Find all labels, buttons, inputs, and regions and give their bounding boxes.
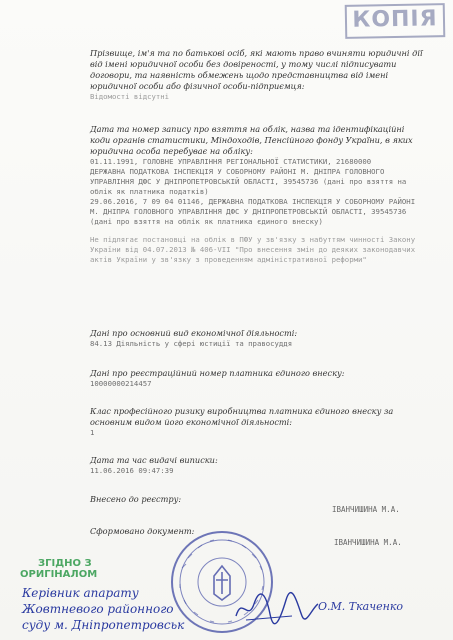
copy-stamp: КОПІЯ <box>345 3 446 39</box>
section-label: Дата та номер запису про взяття на облік, назва та ідентифікаційні коди органів статистики, Міндоходів, Пенсійного фонду України, в яких юридична особа перебуває на обліку: <box>90 124 413 156</box>
handwritten-line1: Керівник апарату <box>22 586 139 600</box>
section-issue-date <box>90 455 425 476</box>
section-value: 10000000214457 <box>90 379 152 388</box>
section-payer-number <box>90 368 425 389</box>
handwritten-line2: Жовтневого районного <box>22 602 174 616</box>
certification-stamp-line1: ЗГІДНО З <box>38 558 92 569</box>
certification-stamp-line2: ОРИГІНАЛОМ <box>20 569 98 580</box>
section-value: Відомості відсутні <box>90 92 170 101</box>
section-value: 11.06.2016 09:47:39 <box>90 466 174 475</box>
section-note: Не підлягає постановці на облік в ПФУ у зв'язку з набуттям чинності Закону України від 04.07.2013 № 406-VII "Про внесення змін до деяких законодавчих актів України у зв'язку з проведенням адміністративної реформи" <box>90 235 420 264</box>
section-label: Прізвище, ім'я та по батькові осіб, які мають право вчиняти юридичні дії від імені юридичної особи без довіреності, у тому числі підписувати договори, та наявність обмежень щодо представництва від імені юридичної особи або фізичної особи-підприємця: <box>90 48 423 91</box>
section-value: 1 <box>90 428 95 437</box>
section-label: Дата та час видачі виписки: <box>90 455 218 465</box>
signature <box>232 586 322 626</box>
section-registration-records <box>90 124 425 265</box>
section-economic-activity <box>90 328 425 349</box>
section-label: Клас професійного ризику виробництва платника єдиного внеску за основним видом його економічної діяльності: <box>90 406 394 427</box>
handwritten-line3: суду м. Дніпропетровськ <box>22 618 185 632</box>
certification-stamp <box>20 558 97 580</box>
former-name: ІВАНЧИШИНА М.А. <box>334 538 402 547</box>
section-entered-register <box>90 494 425 505</box>
section-value: 01.11.1991, ГОЛОВНЕ УПРАВЛІННЯ РЕГІОНАЛЬНОЇ СТАТИСТИКИ, 21680000 ДЕРЖАВНА ПОДАТКОВА ІНСПЕКЦІЯ У СОБОРНОМУ РАЙОНІ М. ДНІПРА ГОЛОВНОГО УПРАВЛІННЯ ДФС У ДНІПРОПЕТРОВСЬКІЙ ОБЛАСТІ, 39545736 (дані про взяття на облік як платника податків) 29.06.2016, 7 09 04 01146, ДЕРЖАВНА ПОДАТКОВА ІНСПЕКЦІЯ У СОБОРНОМУ РАЙОНІ М. ДНІПРА ГОЛОВНОГО УПРАВЛІННЯ ДФС У ДНІПРОПЕТРОВСЬКІЙ ОБЛАСТІ, 39545736 (дані про взяття на облік як платника єдиного внеску) <box>90 157 416 226</box>
section-label: Внесено до реєстру: <box>90 494 182 504</box>
section-authorized-persons <box>90 48 425 102</box>
section-label: Дані про реєстраційний номер платника єдиного внеску: <box>90 368 345 378</box>
section-label: Дані про основний вид економічної діяльності: <box>90 328 298 338</box>
section-label: Сформовано документ: <box>90 526 195 536</box>
signer-name: О.М. Ткаченко <box>318 600 404 613</box>
section-risk-class <box>90 406 425 438</box>
section-value: 84.13 Діяльність у сфері юстиції та правосуддя <box>90 339 293 348</box>
registrar-name: ІВАНЧИШИНА М.А. <box>332 505 400 514</box>
